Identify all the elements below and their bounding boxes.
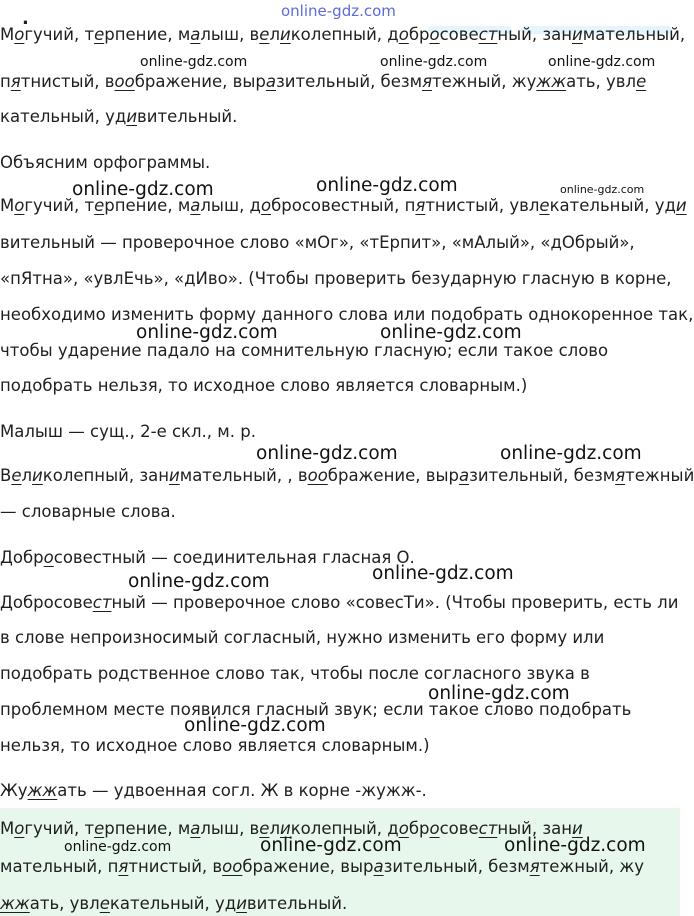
text-line — [0, 627, 680, 649]
orthogram-letter: о — [260, 196, 272, 215]
text-segment: Жу — [0, 781, 28, 800]
text-segment: мательный, п — [0, 857, 119, 876]
orthogram-letter: е — [94, 819, 105, 838]
orthogram-letter: е — [11, 466, 22, 485]
text-segment: М — [0, 25, 15, 44]
text-line — [0, 106, 680, 128]
text-line — [0, 375, 680, 397]
text-segment: тнистый, в — [128, 857, 223, 876]
text-segment: подобрать нельзя, то исходное слово является словарным.) — [0, 376, 528, 395]
text-segment: л — [269, 25, 280, 44]
orthogram-letter: е — [636, 72, 647, 91]
orthogram-letter: я — [118, 857, 129, 876]
text-segment: ать, увл — [566, 72, 637, 91]
text-segment: л — [269, 819, 280, 838]
watermark: online-gdz.com — [428, 683, 570, 704]
orthogram-letter: о — [429, 819, 440, 838]
text-line — [0, 735, 680, 757]
text-segment: сове — [439, 819, 479, 838]
text-segment: гучий, т — [24, 25, 95, 44]
text-segment: л — [21, 466, 33, 485]
text-line — [0, 195, 687, 217]
text-segment: ный, зан — [497, 25, 573, 44]
orthogram-letter: а — [458, 466, 470, 485]
text-segment: бражение, выр — [134, 72, 266, 91]
text-line — [0, 663, 680, 685]
text-segment: совестный — соединительная гласная О. — [53, 548, 415, 567]
orthogram-letter: о — [429, 25, 440, 44]
text-segment: вительный — проверочное слово «мОг», «тЕрпит», «мАлый», «дОбрый», — [0, 233, 635, 252]
text-segment: Объясним орфограммы. — [0, 153, 211, 172]
orthogram-letter: я — [415, 196, 426, 215]
text-segment: ный — проверочное слово «совесТи». (Чтобы проверить, есть ли — [111, 593, 679, 612]
text-segment: Малыш — сущ., 2-е скл., м. р. — [0, 422, 256, 441]
orthogram-letter: е — [99, 894, 110, 913]
text-segment: рпение, м — [104, 25, 191, 44]
orthogram-letter: и — [675, 196, 687, 215]
text-segment: колепный, д — [290, 819, 399, 838]
text-line — [0, 592, 680, 614]
text-line — [0, 24, 686, 46]
text-line — [0, 547, 680, 569]
orthogram-letter: е — [539, 196, 550, 215]
orthogram-letter: жж — [0, 894, 30, 913]
text-line — [0, 152, 680, 174]
orthogram-letter: о — [14, 25, 25, 44]
orthogram-letter: а — [373, 857, 384, 876]
orthogram-letter: о — [398, 25, 409, 44]
text-segment: лыш, в — [200, 25, 260, 44]
text-line — [0, 268, 680, 290]
orthogram-letter: е — [259, 819, 270, 838]
text-segment: сове — [439, 25, 479, 44]
text-segment: вительный. — [137, 107, 238, 126]
cut-off-line — [0, 25, 686, 50]
text-line — [0, 893, 680, 915]
orthogram-letter: и — [279, 25, 291, 44]
text-segment: ный, зан — [497, 819, 573, 838]
text-segment: тнистый, в — [20, 72, 115, 91]
orthogram-letter: и — [126, 107, 138, 126]
orthogram-letter: я — [422, 72, 433, 91]
bullet-dot: . — [22, 8, 29, 29]
text-segment: Добр — [0, 548, 44, 567]
text-line — [0, 465, 694, 487]
text-segment: рпение, м — [104, 196, 191, 215]
text-line — [0, 501, 680, 523]
text-segment: кательный, уд — [549, 196, 676, 215]
text-segment: колепный, зан — [42, 466, 170, 485]
orthogram-letter: а — [190, 819, 201, 838]
watermark: online-gdz.com — [372, 563, 514, 584]
watermark: online-gdz.com — [281, 2, 396, 20]
text-segment: бражение, выр — [242, 857, 374, 876]
watermark: online-gdz.com — [500, 443, 642, 464]
text-segment: зительный, безм — [383, 857, 530, 876]
orthogram-letter: и — [572, 25, 583, 44]
watermark: online-gdz.com — [140, 54, 248, 70]
text-line — [0, 304, 694, 326]
orthogram-letter: и — [236, 894, 247, 913]
orthogram-letter: и — [279, 819, 291, 838]
text-segment: лыш, в — [200, 819, 260, 838]
text-line — [0, 340, 680, 362]
watermark: online-gdz.com — [184, 715, 326, 736]
text-segment: гучий, т — [24, 196, 95, 215]
orthogram-letter: е — [94, 196, 105, 215]
orthogram-letter: а — [190, 25, 201, 44]
orthogram-letter: о — [14, 196, 25, 215]
text-segment: тнистый, увл — [425, 196, 540, 215]
text-segment: В — [0, 466, 12, 485]
text-segment: лыш, д — [200, 196, 261, 215]
text-segment: мательный, — [582, 25, 686, 44]
text-line — [0, 856, 680, 878]
orthogram-letter: я — [10, 72, 21, 91]
watermark: online-gdz.com — [136, 322, 278, 343]
text-line — [0, 699, 680, 721]
watermark: online-gdz.com — [64, 839, 172, 855]
text-segment: зительный, безм — [469, 466, 616, 485]
text-segment: тежный, жу — [539, 857, 644, 876]
text-line — [0, 780, 680, 802]
orthogram-letter: оо — [114, 72, 135, 91]
watermark: online-gdz.com — [504, 835, 646, 856]
text-segment: колепный, д — [290, 25, 399, 44]
text-segment: мательный, , в — [179, 466, 308, 485]
text-segment: необходимо изменить форму данного слова или подобрать однокоренное так, — [0, 305, 694, 324]
watermark: online-gdz.com — [560, 183, 645, 196]
orthogram-letter: я — [615, 466, 626, 485]
orthogram-letter: а — [265, 72, 276, 91]
orthogram-letter: е — [94, 25, 105, 44]
text-segment: нельзя, то исходное слово является словарным.) — [0, 736, 430, 755]
text-segment: бросовестный, п — [271, 196, 416, 215]
text-segment: п — [0, 72, 11, 91]
orthogram-letter: о — [398, 819, 409, 838]
orthogram-letter: жж — [536, 72, 567, 91]
text-segment: кательный, уд — [0, 107, 127, 126]
text-line — [0, 818, 680, 840]
orthogram-letter: ст — [92, 593, 112, 612]
text-segment: кательный, уд — [109, 894, 237, 913]
text-segment: рпение, м — [104, 819, 191, 838]
watermark: online-gdz.com — [256, 443, 398, 464]
text-line — [0, 421, 680, 443]
text-segment: зительный, безм — [276, 72, 423, 91]
watermark: online-gdz.com — [128, 571, 270, 592]
orthogram-letter: оо — [307, 466, 328, 485]
orthogram-letter: а — [190, 196, 201, 215]
text-segment: подобрать родственное слово так, чтобы после согласного звука в — [0, 664, 590, 683]
text-segment: М — [0, 196, 15, 215]
orthogram-letter: оо — [222, 857, 243, 876]
text-segment: ать, увл — [29, 894, 100, 913]
text-line — [0, 232, 680, 254]
orthogram-letter: и — [572, 819, 583, 838]
orthogram-letter: ст — [478, 25, 498, 44]
text-segment: «пЯтна», «увлЕчь», «дИво». (Чтобы проверить безударную гласную в корне, — [0, 269, 672, 288]
orthogram-letter: о — [43, 548, 54, 567]
text-segment: ать — удвоенная согл. Ж в корне -жужж-. — [57, 781, 427, 800]
watermark: online-gdz.com — [316, 175, 458, 196]
text-segment: проблемном месте появился гласный звук; если такое слово подобрать — [0, 700, 632, 719]
text-segment: тежный, жу — [432, 72, 537, 91]
watermark: online-gdz.com — [380, 322, 522, 343]
watermark: online-gdz.com — [260, 835, 402, 856]
watermark: online-gdz.com — [72, 179, 214, 200]
text-segment: бр — [408, 819, 430, 838]
orthogram-letter: жж — [27, 781, 58, 800]
text-segment: гучий, т — [24, 819, 95, 838]
text-segment: чтобы ударение падало на сомнительную гласную; если такое слово — [0, 341, 609, 360]
text-line — [0, 71, 680, 93]
text-segment: в слове непроизносимый согласный, нужно изменить его форму или — [0, 628, 605, 647]
orthogram-letter: ст — [478, 819, 498, 838]
watermark: online-gdz.com — [380, 54, 488, 70]
text-segment: бражение, выр — [327, 466, 459, 485]
orthogram-letter: и — [32, 466, 43, 485]
orthogram-letter: я — [529, 857, 540, 876]
text-segment: бр — [408, 25, 430, 44]
watermark: online-gdz.com — [548, 54, 656, 70]
text-segment: тежный — [625, 466, 694, 485]
orthogram-letter: и — [169, 466, 180, 485]
text-segment: Добросове — [0, 593, 93, 612]
text-segment: М — [0, 819, 15, 838]
text-segment: вительный. — [246, 894, 348, 913]
orthogram-letter: е — [259, 25, 270, 44]
orthogram-letter: о — [14, 819, 25, 838]
text-segment: — словарные слова. — [0, 502, 176, 521]
